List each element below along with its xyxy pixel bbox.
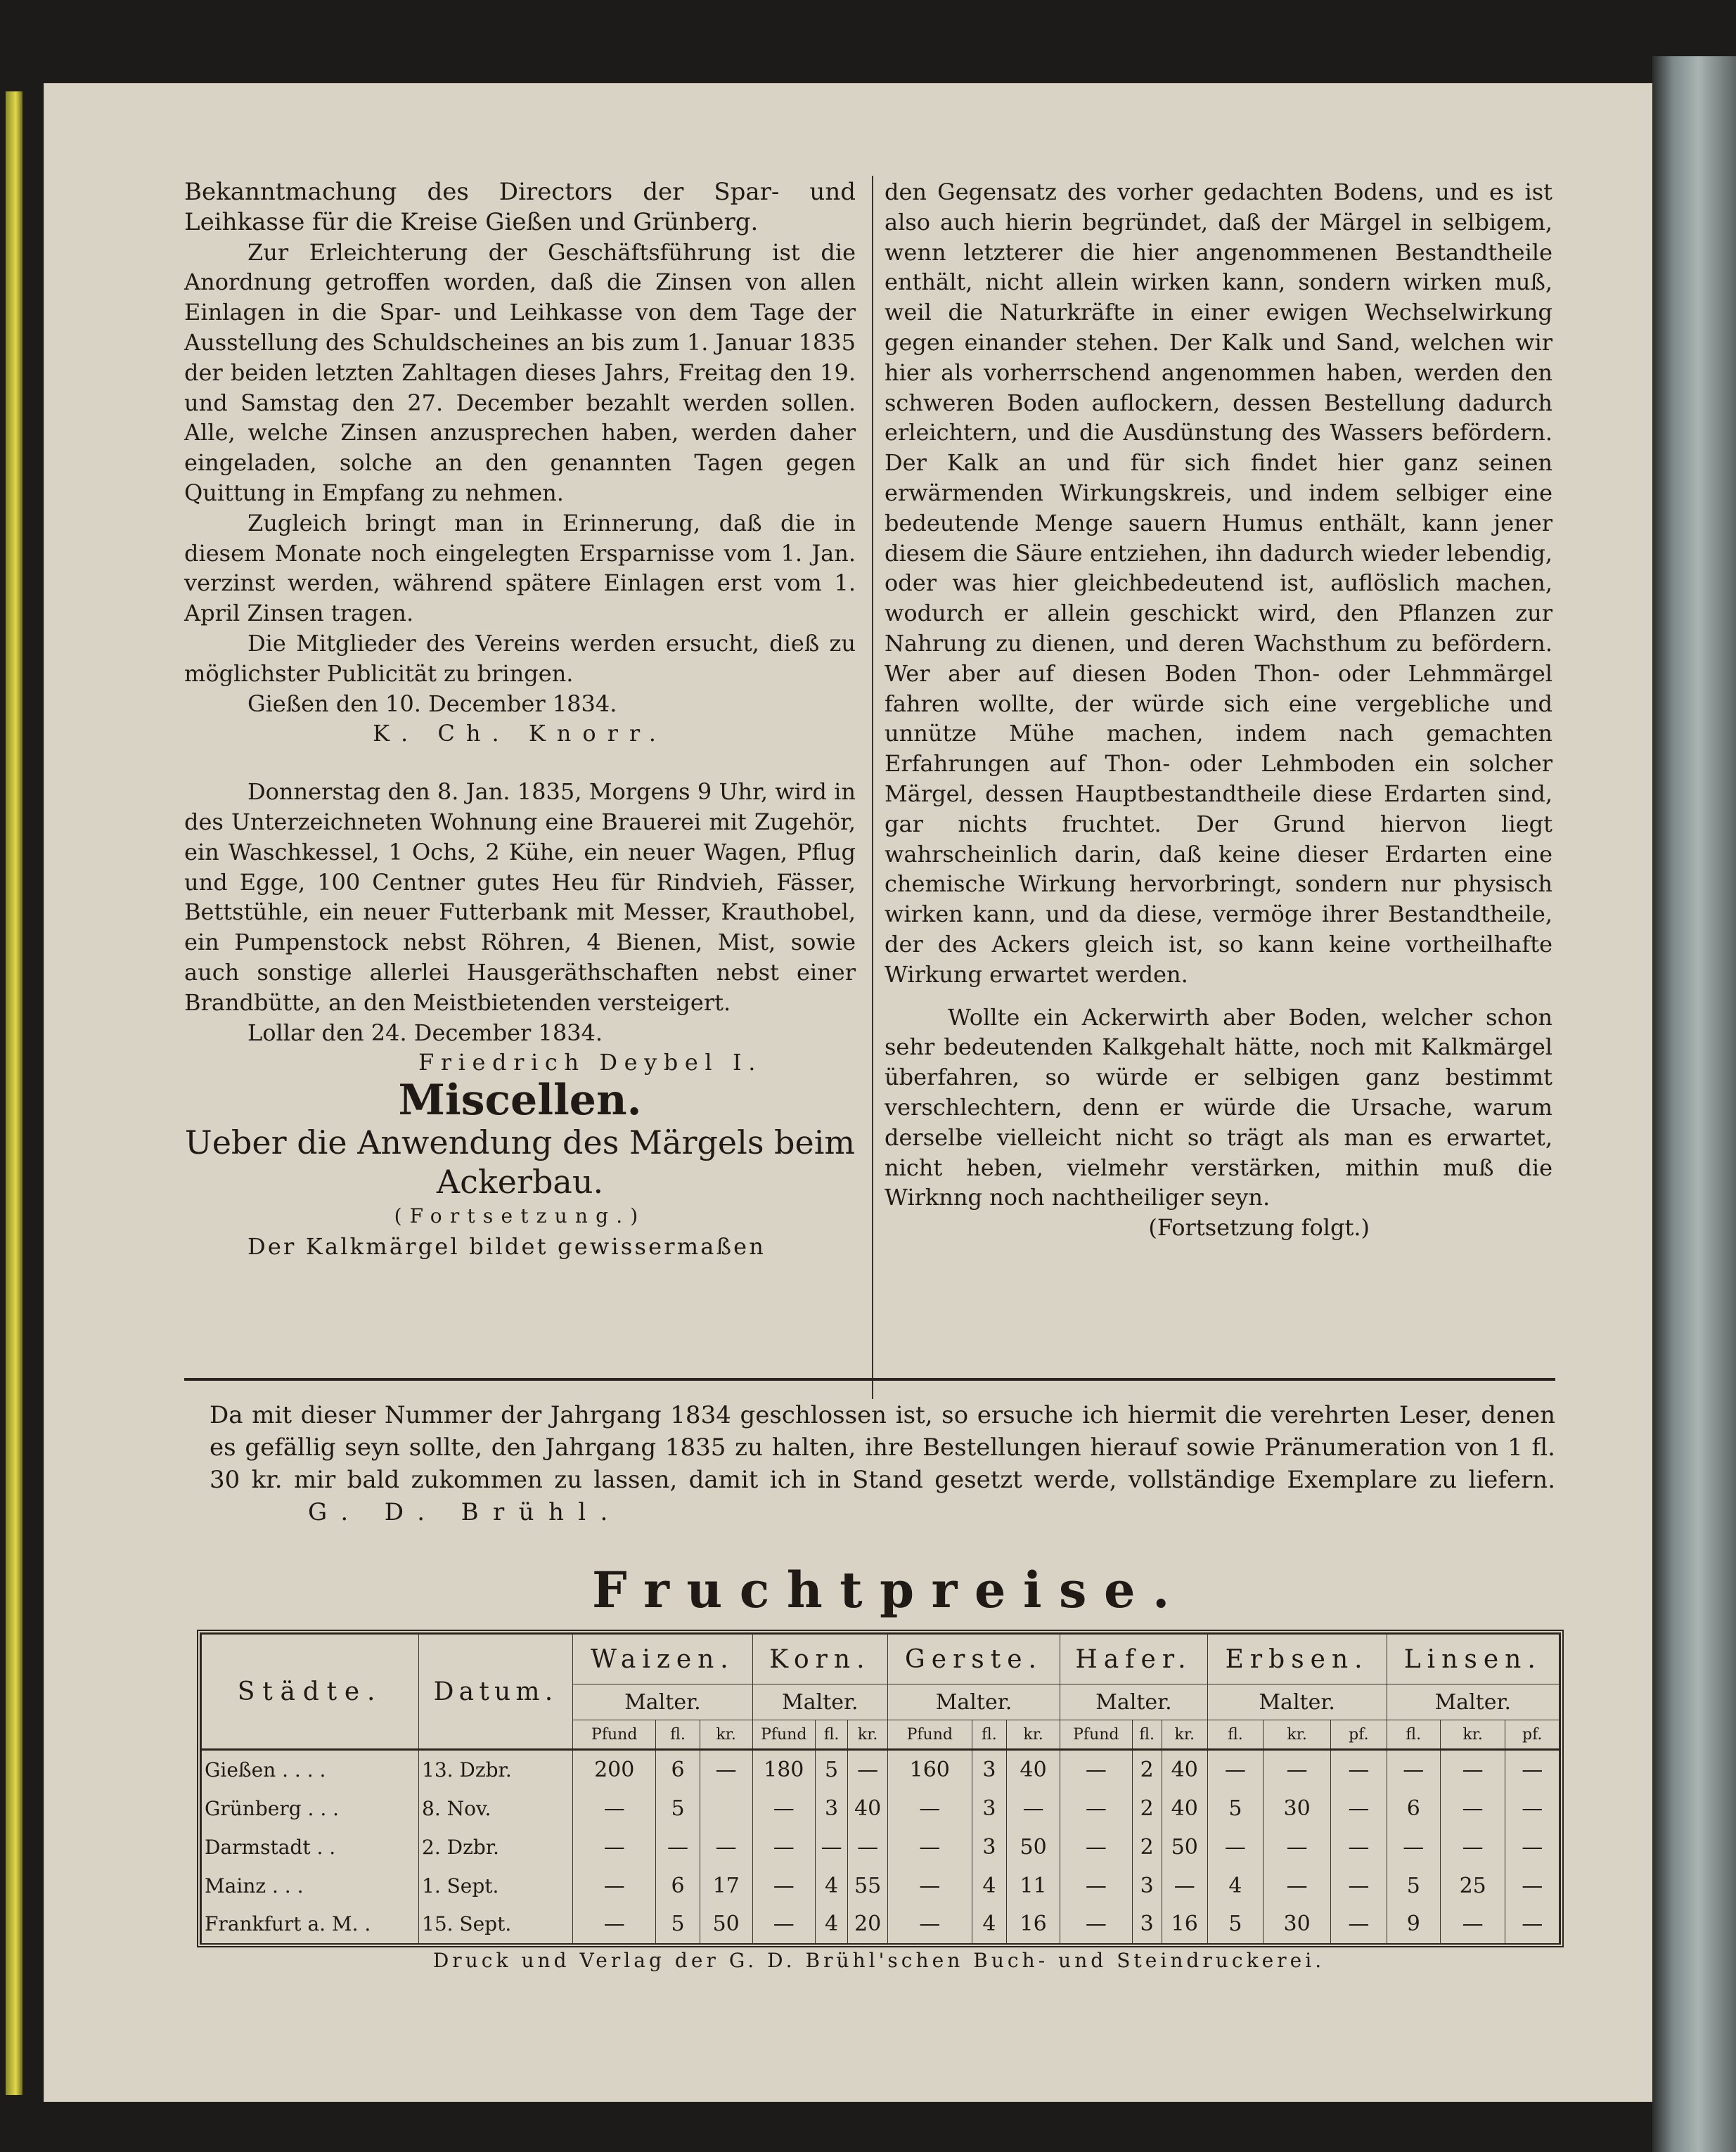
price-table-title: Fruchtpreise.: [592, 1561, 1187, 1619]
price-cell: —: [700, 1750, 752, 1790]
price-cell: 2: [1132, 1828, 1162, 1867]
col-date-header: Datum.: [419, 1635, 573, 1750]
price-cell: 5: [1387, 1867, 1440, 1905]
malter-header: Malter.: [573, 1684, 753, 1720]
price-cell: 3: [972, 1828, 1006, 1867]
unit-header: pf.: [1505, 1720, 1560, 1750]
price-cell: —: [1440, 1789, 1505, 1828]
unit-header: Pfund: [573, 1720, 656, 1750]
malter-header: Malter.: [752, 1684, 887, 1720]
date-cell: 1. Sept.: [419, 1867, 573, 1905]
price-cell: 20: [848, 1905, 887, 1943]
notice-text: Da mit dieser Nummer der Jahrgang 1834 geschlossen ist, so ersuche ich hiermit die verehrten Leser, denen es gefällig seyn sollte, den Jahrgang 1835 zu halten, ihre Bestellungen hierauf sowie Pränumeration von 1 fl. 30 kr. mir bald zukommen zu lassen, damit ich in Stand gesetzt werde, vollständige Exemplare zu liefern.: [210, 1401, 1555, 1494]
price-cell: —: [1505, 1828, 1560, 1867]
price-cell: 4: [972, 1905, 1006, 1943]
price-cell: 6: [656, 1750, 700, 1790]
city-cell: Gießen . . . .: [202, 1750, 419, 1790]
price-table-grid: [201, 1634, 1560, 1943]
price-cell: 6: [1387, 1789, 1440, 1828]
price-cell: 3: [972, 1750, 1006, 1790]
price-cell: 2: [1132, 1750, 1162, 1790]
announcement-place-date: Gießen den 10. December 1834.: [247, 690, 617, 717]
article-fortsetzung: (Fortsetzung.): [394, 1204, 646, 1228]
group-header: Waizen.: [573, 1635, 753, 1684]
price-cell: 16: [1007, 1905, 1060, 1943]
price-cell: —: [1264, 1867, 1331, 1905]
price-cell: —: [752, 1789, 815, 1828]
price-cell: —: [815, 1828, 848, 1867]
price-cell: —: [752, 1867, 815, 1905]
price-cell: 17: [700, 1867, 752, 1905]
unit-header: fl.: [1387, 1720, 1440, 1750]
city-cell: Darmstadt . .: [202, 1828, 419, 1867]
unit-header: kr.: [700, 1720, 752, 1750]
price-cell: 5: [1207, 1789, 1263, 1828]
price-cell: —: [848, 1750, 887, 1790]
price-cell: 4: [972, 1867, 1006, 1905]
price-cell: 40: [1007, 1750, 1060, 1790]
left-column: [184, 177, 856, 1262]
price-cell: —: [1387, 1750, 1440, 1790]
price-cell: 30: [1264, 1789, 1331, 1828]
book-edge: [6, 91, 22, 2095]
price-cell: —: [1060, 1867, 1132, 1905]
unit-header: fl.: [1132, 1720, 1162, 1750]
auction-signature: Friedrich Deybel I.: [418, 1049, 763, 1076]
price-cell: 5: [1207, 1905, 1263, 1943]
announcement-signature: K. Ch. Knorr.: [373, 720, 667, 747]
auction-text: Donnerstag den 8. Jan. 1835, Morgens 9 Uhr, wird in des Unterzeichneten Wohnung eine Brauerei mit Zugehör, ein Waschkessel, 1 Ochs, 2 Kühe, ein neuer Wagen, Pflug und Egge, 100 Centner gutes Heu für Rindvieh, Fässer, Bettstühle, ein neuer Futterbank mit Messer, Krauthobel, ein Pumpenstock nebst Röhren, 4 Bienen, Mist, sowie auch sonstige allerlei Hausgeräthschaften nebst einer Brandbütte, an den Meistbietenden versteigert.: [184, 778, 856, 1016]
notice-signature: G. D. Brühl.: [308, 1498, 622, 1526]
price-table: [197, 1630, 1564, 1947]
group-header: Korn.: [752, 1635, 887, 1684]
price-cell: —: [752, 1905, 815, 1943]
announcement-heading: Bekanntmachung des Directors der Spar- und Leihkasse für die Kreise Gießen und Grünberg.: [184, 178, 856, 236]
price-cell: —: [1060, 1750, 1132, 1790]
unit-header: kr.: [1162, 1720, 1207, 1750]
column-divider: [872, 176, 873, 1399]
section-rule: [184, 1378, 1555, 1381]
table-row: [202, 1789, 1560, 1828]
price-cell: —: [887, 1905, 972, 1943]
price-cell: 5: [815, 1750, 848, 1790]
price-cell: —: [752, 1828, 815, 1867]
price-cell: —: [1331, 1750, 1387, 1790]
price-cell: —: [1387, 1828, 1440, 1867]
price-cell: —: [1060, 1789, 1132, 1828]
article-paragraph-1: den Gegensatz des vorher gedachten Bodens, und es ist also auch hierin begründet, daß der Märgel in selbigem, wenn letzterer die hier angenommenen Bestandtheile enthält, nicht allein wirken kann, sondern wirken muß, weil die Naturkräfte in einer ewigen Wechselwirkung gegen einander stehen. Der Kalk und Sand, welchen wir hier als vorherrschend angenommen haben, werden den schweren Boden auflockern, dessen Bestellung dadurch erleichtern, und die Ausdünstung des Wassers befördern. Der Kalk an und für sich findet hier ganz seinen erwärmenden Wirkungskreis, und indem selbiger eine bedeutende Menge sauern Humus enthält, kann jener diesem die Säure entziehen, ihn dadurch wieder lebendig, oder was hier gleichbedeutend ist, auflöslich machen, wodurch er allein geschickt wird, den Pflanzen zur Nahrung zu dienen, und deren Wachsthum zu befördern. Wer aber auf diesen Boden Thon- oder Lehmmärgel fahren wollte, der würde sich eine vergebliche und unnütze Mühe machen, indem nach gemachten Erfahrungen auf Thon- oder Lehmboden ein solcher Märgel, dessen Hauptbestandtheile diese Erdarten sind, gar nichts fruchtet. Der Grund hiervon liegt wahrscheinlich darin, daß keine dieser Erdarten eine chemische Wirkung hervorbringt, sondern nur physisch wirken kann, und da diese, vermöge ihrer Bestandtheile, der des Ackers gleich ist, so kann keine vortheilhafte Wirkung erwartet werden.: [885, 179, 1552, 988]
unit-header: fl.: [972, 1720, 1006, 1750]
price-cell: —: [1264, 1750, 1331, 1790]
subscription-notice: [210, 1399, 1555, 1528]
price-cell: —: [1060, 1828, 1132, 1867]
article-start: Der Kalkmärgel bildet gewissermaßen: [247, 1232, 766, 1260]
announcement-paragraph-3: Die Mitglieder des Vereins werden ersucht, dieß zu möglichster Publicität zu bringen.: [184, 629, 856, 687]
price-cell: —: [1331, 1867, 1387, 1905]
malter-header: Malter.: [1060, 1684, 1208, 1720]
unit-header: kr.: [1440, 1720, 1505, 1750]
announcement-paragraph-2: Zugleich bringt man in Erinnerung, daß die in diesem Monate noch eingelegten Ersparnisse vom 1. Jan. verzinst werden, während spätere Einlagen erst vom 1. April Zinsen tragen.: [184, 509, 856, 627]
city-cell: Frankfurt a. M. .: [202, 1905, 419, 1943]
price-cell: —: [848, 1828, 887, 1867]
price-cell: —: [573, 1789, 656, 1828]
date-cell: 13. Dzbr.: [419, 1750, 573, 1790]
unit-header: Pfund: [752, 1720, 815, 1750]
price-cell: 4: [815, 1867, 848, 1905]
group-header: Gerste.: [887, 1635, 1060, 1684]
price-cell: 6: [656, 1867, 700, 1905]
price-cell: —: [887, 1867, 972, 1905]
price-table-body: [202, 1750, 1560, 1944]
price-cell: —: [1331, 1789, 1387, 1828]
unit-header: fl.: [1207, 1720, 1263, 1750]
unit-header: kr.: [1264, 1720, 1331, 1750]
price-cell: 25: [1440, 1867, 1505, 1905]
price-cell: [700, 1789, 752, 1828]
price-cell: 200: [573, 1750, 656, 1790]
price-cell: —: [573, 1867, 656, 1905]
price-cell: —: [573, 1905, 656, 1943]
price-cell: 9: [1387, 1905, 1440, 1943]
unit-header: kr.: [848, 1720, 887, 1750]
price-cell: —: [1331, 1828, 1387, 1867]
malter-header: Malter.: [1207, 1684, 1387, 1720]
unit-header: fl.: [656, 1720, 700, 1750]
price-cell: —: [1331, 1905, 1387, 1943]
price-cell: 50: [1007, 1828, 1060, 1867]
group-header: Hafer.: [1060, 1635, 1208, 1684]
auction-place-date: Lollar den 24. December 1834.: [247, 1019, 603, 1046]
right-column: [885, 177, 1552, 1243]
price-cell: 5: [656, 1789, 700, 1828]
price-cell: 3: [1132, 1905, 1162, 1943]
price-cell: 11: [1007, 1867, 1060, 1905]
price-cell: —: [1060, 1905, 1132, 1943]
unit-header: Pfund: [887, 1720, 972, 1750]
price-cell: 3: [972, 1789, 1006, 1828]
price-cell: 4: [1207, 1867, 1263, 1905]
price-cell: —: [1264, 1828, 1331, 1867]
price-cell: 2: [1132, 1789, 1162, 1828]
book-binding: [1652, 56, 1736, 2152]
table-row: [202, 1905, 1560, 1943]
price-cell: —: [1207, 1828, 1263, 1867]
unit-header: Pfund: [1060, 1720, 1132, 1750]
malter-header: Malter.: [887, 1684, 1060, 1720]
price-cell: 30: [1264, 1905, 1331, 1943]
price-cell: —: [1440, 1905, 1505, 1943]
price-cell: 4: [815, 1905, 848, 1943]
table-row: [202, 1750, 1560, 1790]
city-cell: Mainz . . .: [202, 1867, 419, 1905]
price-cell: —: [1440, 1750, 1505, 1790]
malter-header: Malter.: [1387, 1684, 1559, 1720]
spacer: [184, 749, 856, 777]
price-cell: 50: [700, 1905, 752, 1943]
price-cell: 50: [1162, 1828, 1207, 1867]
price-cell: —: [1505, 1789, 1560, 1828]
price-cell: 3: [1132, 1867, 1162, 1905]
printer-imprint: Druck und Verlag der G. D. Brühl'schen Buch- und Steindruckerei.: [432, 1949, 1325, 1972]
price-cell: —: [1207, 1750, 1263, 1790]
price-cell: 40: [1162, 1750, 1207, 1790]
price-cell: —: [573, 1828, 656, 1867]
article-title: Ueber die Anwendung des Märgels beim Ackerbau.: [184, 1123, 856, 1201]
unit-header: kr.: [1007, 1720, 1060, 1750]
price-cell: 55: [848, 1867, 887, 1905]
price-cell: —: [1505, 1905, 1560, 1943]
price-cell: —: [887, 1789, 972, 1828]
price-cell: —: [1440, 1828, 1505, 1867]
price-cell: 5: [656, 1905, 700, 1943]
price-cell: 3: [815, 1789, 848, 1828]
price-cell: —: [700, 1828, 752, 1867]
price-cell: 40: [1162, 1789, 1207, 1828]
price-cell: 16: [1162, 1905, 1207, 1943]
city-cell: Grünberg . . .: [202, 1789, 419, 1828]
date-cell: 15. Sept.: [419, 1905, 573, 1943]
article-paragraph-2: Wollte ein Ackerwirth aber Boden, welcher schon sehr bedeutenden Kalkgehalt hätte, noch mit Kalkmärgel überfahren, so würde er selbigen ganz bestimmt verschlechtern, denn er würde die Ursache, warum derselbe vielleicht nicht so trägt als man es erwartet, nicht heben, vielmehr verstärken, mithin muß die Wirknng noch nachtheiliger seyn.: [885, 1003, 1552, 1211]
price-cell: —: [1505, 1867, 1560, 1905]
miscellen-title: Miscellen.: [398, 1076, 642, 1126]
table-row: [202, 1828, 1560, 1867]
price-cell: —: [656, 1828, 700, 1867]
announcement-paragraph-1: Zur Erleichterung der Geschäftsführung ist die Anordnung getroffen worden, daß die Zinsen von allen Einlagen in die Spar- und Leihkasse von dem Tage der Ausstellung des Schuldscheines an bis zum 1. Januar 1835 der beiden letzten Zahltagen dieses Jahrs, Freitag den 19. und Samstag den 27. December bezahlt werden sollen. Alle, welche Zinsen anzusprechen haben, werden daher eingeladen, solche an den genannten Tagen gegen Quittung in Empfang zu nehmen.: [184, 238, 856, 506]
unit-header: pf.: [1331, 1720, 1387, 1750]
price-cell: —: [887, 1828, 972, 1867]
price-cell: 40: [848, 1789, 887, 1828]
article-continued: (Fortsetzung folgt.): [1148, 1214, 1370, 1242]
unit-header: fl.: [815, 1720, 848, 1750]
price-cell: —: [1007, 1789, 1060, 1828]
table-row: [202, 1867, 1560, 1905]
date-cell: 8. Nov.: [419, 1789, 573, 1828]
price-cell: —: [1505, 1750, 1560, 1790]
col-city-header: Städte.: [202, 1635, 419, 1750]
price-cell: 180: [752, 1750, 815, 1790]
price-cell: 160: [887, 1750, 972, 1790]
date-cell: 2. Dzbr.: [419, 1828, 573, 1867]
group-header: Erbsen.: [1207, 1635, 1387, 1684]
group-header: Linsen.: [1387, 1635, 1559, 1684]
price-cell: —: [1162, 1867, 1207, 1905]
